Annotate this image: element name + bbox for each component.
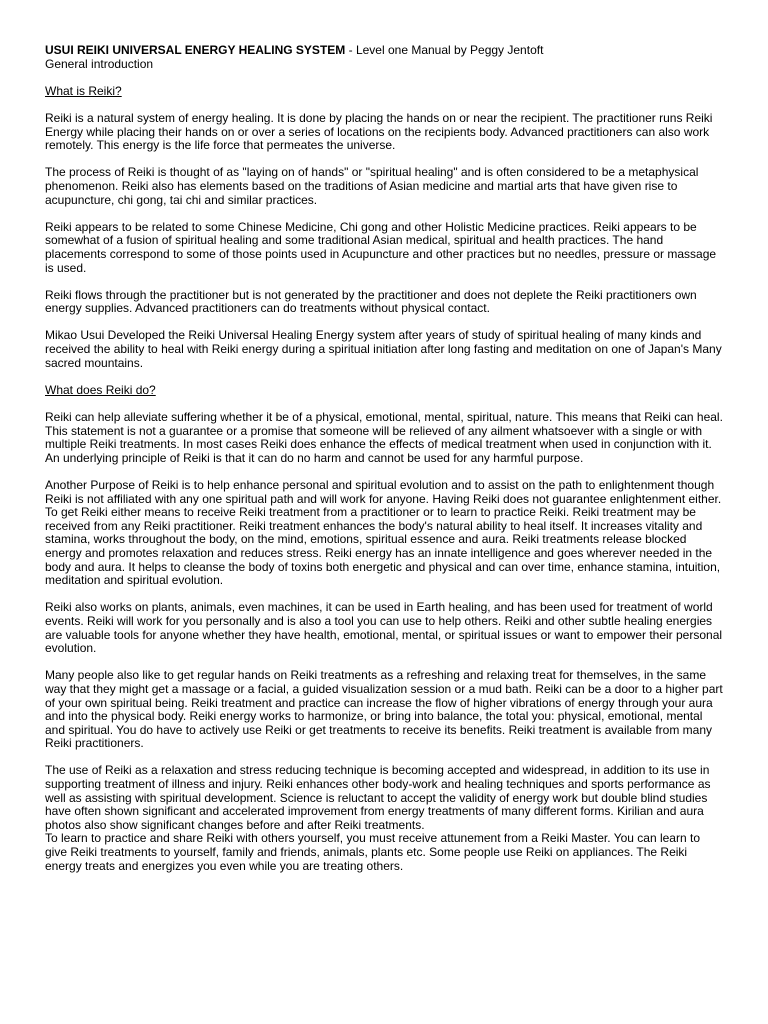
- document-subtitle: General introduction: [45, 56, 154, 71]
- paragraph: The use of Reiki as a relaxation and stress reducing technique is becoming accepted and widespread, in addition to its use in supporting treatment of illness and injury. Reiki enhances other body-work and healing techniques and sports performance as well as assisting with spiritual development. Science is reluctant to accept the validity of energy work but double blind studies have often shown significant and accelerated improvement from energy treatments of many different forms. Kirilian and aura photos also show significant changes before and after Reiki treatments.: [45, 763, 711, 832]
- title-rest: - Level one Manual by Peggy Jentoft: [345, 43, 544, 57]
- paragraph: Reiki also works on plants, animals, even machines, it can be used in Earth healing, and has been used for treatment of world events. Reiki will work for you personally and is also a tool you can use to help others. Reiki and other subtle healing energies are valuable tools for anyone whether they have health, emotional, mental, or spiritual issues or want to empower their personal evolution.: [45, 600, 723, 656]
- section-heading-what-is-reiki: What is Reiki?: [45, 83, 122, 98]
- paragraph: Reiki can help alleviate suffering whether it be of a physical, emotional, mental, spiritual, nature. This means that Reiki can heal. This statement is not a guarantee or a promise that someone will be relieved of any ailment whatsoever with a single or with multiple Reiki treatments. In most cases Reiki does enhance the effects of medical treatment when used in conjunction with it. An underlying principle of Reiki is that it can do no harm and cannot be used for any harmful purpose.: [45, 410, 723, 465]
- paragraph: Reiki appears to be related to some Chinese Medicine, Chi gong and other Holistic Medicine practices. Reiki appears to be somewhat of a fusion of spiritual healing and some traditional Asian medical, spiritual and health practices. The hand placements correspond to some of those points used in Acupuncture and other practices but no needles, pressure or massage is used.: [45, 219, 717, 275]
- paragraph: Reiki is a natural system of energy healing. It is done by placing the hands on or near the recipient. The practitioner runs Reiki Energy while placing their hands on or over a series of locations on the recipients body. Advanced practitioners can also work remotely. This energy is the life force that permeates the universe.: [45, 110, 713, 153]
- paragraph: The process of Reiki is thought of as "laying on of hands" or "spiritual healing" and is often considered to be a metaphysical phenomenon. Reiki also has elements based on the traditions of Asian medicine and martial arts that have given rise to acupuncture, chi gong, tai chi and similar practices.: [45, 165, 699, 207]
- paragraph: To learn to practice and share Reiki with others yourself, you must receive attunement from a Reiki Master. You can learn to give Reiki treatments to yourself, family and friends, animals, plants etc. Some people use Reiki on appliances. The Reiki energy treats and energizes you even while you are treating others.: [45, 831, 700, 873]
- document-page: [45, 44, 723, 873]
- section-heading-what-does-reiki-do: What does Reiki do?: [45, 382, 156, 397]
- paragraph: Another Purpose of Reiki is to help enhance personal and spiritual evolution and to assist on the path to enlightenment though Reiki is not affiliated with any one spiritual path and will work for anyone. Having Reiki does not guarantee enlightenment either. To get Reiki either means to receive Reiki treatment from a practitioner or to learn to practice Reiki. Reiki treatment may be received from any Reiki practitioner. Reiki treatment enhances the body's natural ability to heal itself. It increases vitality and stamina, works throughout the body, on the mind, emotions, spiritual essence and aura. Reiki treatments release blocked energy and promotes relaxation and reduces stress. Reiki energy has an innate intelligence and goes wherever needed in the body and aura. It helps to cleanse the body of toxins both energetic and physical and can over time, enhance stamina, intuition, meditation and spiritual evolution.: [45, 478, 722, 588]
- title-bold: USUI REIKI UNIVERSAL ENERGY HEALING SYSTEM: [45, 43, 346, 57]
- paragraph: Many people also like to get regular hands on Reiki treatments as a refreshing and relaxing treat for themselves, in the same way that they might get a massage or a facial, a guided visualization session or a mud bath. Reiki can be a door to a higher part of your own spiritual being. Reiki treatment and practice can increase the flow of higher vibrations of energy through your aura and into the physical body. Reiki energy works to harmonize, or bring into balance, the total you: physical, emotional, mental and spiritual. You do have to actively use Reiki or get treatments to receive its benefits. Reiki treatment is available from many Reiki practitioners.: [45, 668, 723, 751]
- paragraph: Reiki flows through the practitioner but is not generated by the practitioner and does not deplete the Reiki practitioners own energy supplies. Advanced practitioners can do treatments without physical contact.: [45, 287, 697, 316]
- paragraph: Mikao Usui Developed the Reiki Universal Healing Energy system after years of study of spiritual healing of many kinds and received the ability to heal with Reiki energy during a spiritual initiation after long fasting and meditation on one of Japan's Many sacred mountains.: [45, 328, 722, 370]
- document-title: [45, 44, 723, 58]
